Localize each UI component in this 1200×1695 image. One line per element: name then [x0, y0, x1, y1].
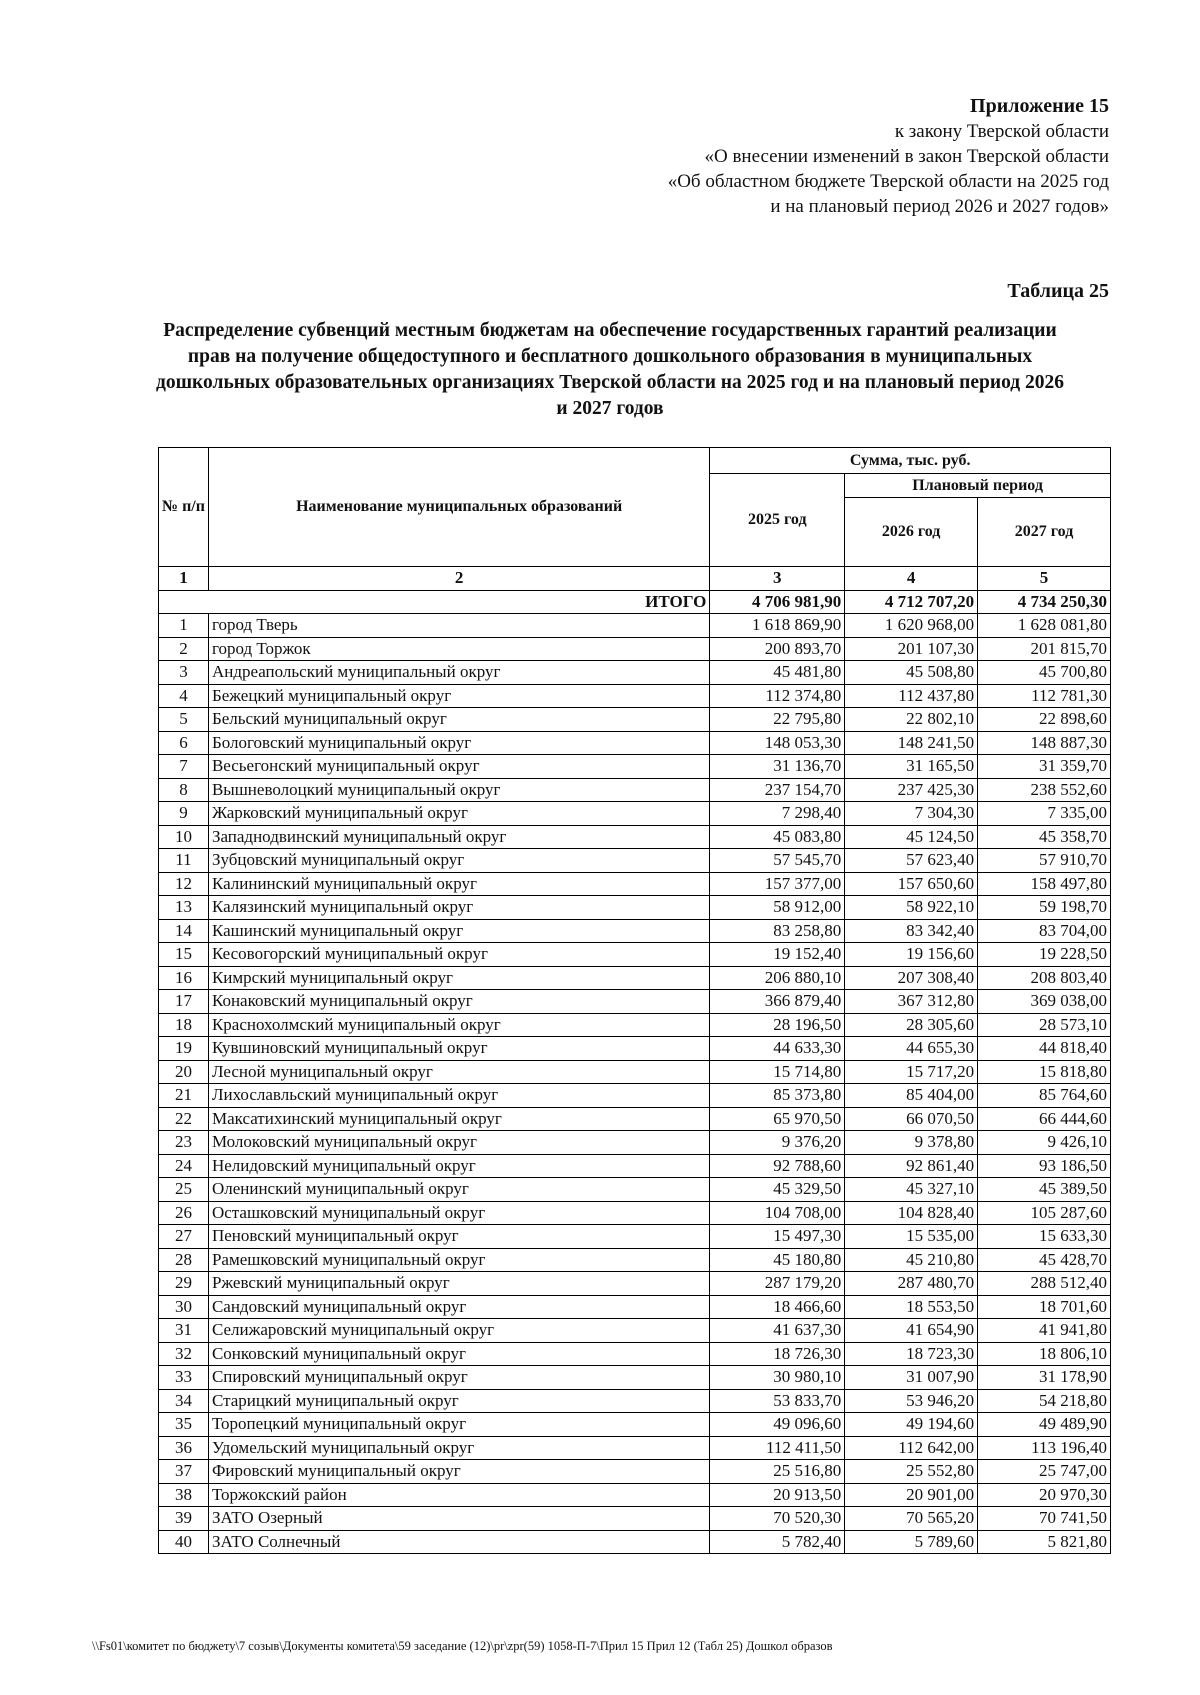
- value-2027: 45 428,70: [978, 1248, 1111, 1272]
- municipality-name: Молоковский муниципальный округ: [208, 1131, 709, 1155]
- value-2027: 45 700,80: [978, 661, 1111, 685]
- table-row: [159, 1248, 1111, 1272]
- value-2026: 15 717,20: [845, 1060, 978, 1084]
- value-2025: 28 196,50: [710, 1013, 845, 1037]
- row-number: 9: [159, 802, 209, 826]
- value-2027: 15 633,30: [978, 1225, 1111, 1249]
- row-number: 38: [159, 1483, 209, 1507]
- table-row: [159, 1060, 1111, 1084]
- value-2026: 83 342,40: [845, 919, 978, 943]
- row-number: 39: [159, 1507, 209, 1531]
- row-number: 19: [159, 1037, 209, 1061]
- municipality-name: Осташковский муниципальный округ: [208, 1201, 709, 1225]
- value-2025: 44 633,30: [710, 1037, 845, 1061]
- municipality-name: Конаковский муниципальный округ: [208, 990, 709, 1014]
- value-2026: 7 304,30: [845, 802, 978, 826]
- municipality-name: Лихославльский муниципальный округ: [208, 1084, 709, 1108]
- row-number: 29: [159, 1272, 209, 1296]
- table-row: [159, 1413, 1111, 1437]
- table-row: [159, 896, 1111, 920]
- table-row: [159, 1178, 1111, 1202]
- value-2026: 112 437,80: [845, 684, 978, 708]
- value-2025: 31 136,70: [710, 755, 845, 779]
- value-2027: 5 821,80: [978, 1530, 1111, 1554]
- column-number: 4: [845, 567, 978, 591]
- municipality-name: Оленинский муниципальный округ: [208, 1178, 709, 1202]
- row-number: 27: [159, 1225, 209, 1249]
- value-2025: 237 154,70: [710, 778, 845, 802]
- value-2027: 158 497,80: [978, 872, 1111, 896]
- municipality-name: Торопецкий муниципальный округ: [208, 1413, 709, 1437]
- row-number: 14: [159, 919, 209, 943]
- appendix-line: «О внесении изменений в закон Тверской области: [704, 146, 1109, 167]
- appendix-title: Приложение 15: [970, 95, 1109, 117]
- municipality-name: Пеновский муниципальный округ: [208, 1225, 709, 1249]
- table-row: [159, 966, 1111, 990]
- value-2027: 22 898,60: [978, 708, 1111, 732]
- value-2027: 208 803,40: [978, 966, 1111, 990]
- value-2027: 28 573,10: [978, 1013, 1111, 1037]
- row-number: 37: [159, 1460, 209, 1484]
- value-2027: 44 818,40: [978, 1037, 1111, 1061]
- value-2027: 85 764,60: [978, 1084, 1111, 1108]
- value-2025: 366 879,40: [710, 990, 845, 1014]
- value-2027: 59 198,70: [978, 896, 1111, 920]
- value-2025: 45 180,80: [710, 1248, 845, 1272]
- value-2025: 22 795,80: [710, 708, 845, 732]
- appendix-line: «Об областном бюджете Тверской области на 2025 год: [667, 171, 1109, 192]
- value-2026: 287 480,70: [845, 1272, 978, 1296]
- budget-table: [158, 447, 1111, 1554]
- col-name-header: Наименование муниципальных образований: [208, 448, 709, 567]
- row-number: 28: [159, 1248, 209, 1272]
- table-row: [159, 614, 1111, 638]
- appendix-line: к закону Тверской области: [894, 121, 1109, 142]
- row-number: 40: [159, 1530, 209, 1554]
- value-2026: 92 861,40: [845, 1154, 978, 1178]
- municipality-name: Селижаровский муниципальный округ: [208, 1319, 709, 1343]
- plan-period-header: Плановый период: [845, 474, 1111, 498]
- value-2026: 45 210,80: [845, 1248, 978, 1272]
- municipality-name: Ржевский муниципальный округ: [208, 1272, 709, 1296]
- table-row: [159, 1037, 1111, 1061]
- row-number: 24: [159, 1154, 209, 1178]
- row-number: 23: [159, 1131, 209, 1155]
- table-row: [159, 778, 1111, 802]
- value-2027: 31 178,90: [978, 1366, 1111, 1390]
- table-row: [159, 731, 1111, 755]
- value-2025: 83 258,80: [710, 919, 845, 943]
- value-2027: 7 335,00: [978, 802, 1111, 826]
- table-row: [159, 1507, 1111, 1531]
- value-2025: 5 782,40: [710, 1530, 845, 1554]
- value-2027: 54 218,80: [978, 1389, 1111, 1413]
- table-row: [159, 1483, 1111, 1507]
- year-2025-header: 2025 год: [710, 474, 845, 567]
- value-2026: 18 723,30: [845, 1342, 978, 1366]
- value-2025: 104 708,00: [710, 1201, 845, 1225]
- value-2025: 57 545,70: [710, 849, 845, 873]
- column-number: 5: [978, 567, 1111, 591]
- value-2027: 93 186,50: [978, 1154, 1111, 1178]
- value-2027: 18 806,10: [978, 1342, 1111, 1366]
- value-2025: 30 980,10: [710, 1366, 845, 1390]
- value-2027: 25 747,00: [978, 1460, 1111, 1484]
- table-row: [159, 990, 1111, 1014]
- value-2026: 31 165,50: [845, 755, 978, 779]
- row-number: 2: [159, 637, 209, 661]
- municipality-name: Весьегонский муниципальный округ: [208, 755, 709, 779]
- table-row: [159, 919, 1111, 943]
- total-2027: 4 734 250,30: [978, 590, 1111, 614]
- value-2026: 25 552,80: [845, 1460, 978, 1484]
- municipality-name: Торжокский район: [208, 1483, 709, 1507]
- municipality-name: Кувшиновский муниципальный округ: [208, 1037, 709, 1061]
- table-row: [159, 872, 1111, 896]
- table-row: [159, 1436, 1111, 1460]
- municipality-name: Старицкий муниципальный округ: [208, 1389, 709, 1413]
- municipality-name: Кашинский муниципальный округ: [208, 919, 709, 943]
- table-row: [159, 1389, 1111, 1413]
- row-number: 17: [159, 990, 209, 1014]
- value-2026: 22 802,10: [845, 708, 978, 732]
- row-number: 35: [159, 1413, 209, 1437]
- value-2027: 45 358,70: [978, 825, 1111, 849]
- value-2025: 19 152,40: [710, 943, 845, 967]
- table-row: [159, 1295, 1111, 1319]
- municipality-name: ЗАТО Озерный: [208, 1507, 709, 1531]
- municipality-name: город Торжок: [208, 637, 709, 661]
- value-2026: 45 508,80: [845, 661, 978, 685]
- total-2025: 4 706 981,90: [710, 590, 845, 614]
- row-number: 25: [159, 1178, 209, 1202]
- table-row: [159, 943, 1111, 967]
- value-2025: 53 833,70: [710, 1389, 845, 1413]
- value-2026: 112 642,00: [845, 1436, 978, 1460]
- row-number: 26: [159, 1201, 209, 1225]
- row-number: 31: [159, 1319, 209, 1343]
- table-row: [159, 708, 1111, 732]
- value-2026: 49 194,60: [845, 1413, 978, 1437]
- value-2026: 57 623,40: [845, 849, 978, 873]
- value-2026: 85 404,00: [845, 1084, 978, 1108]
- table-row: [159, 1107, 1111, 1131]
- municipality-name: Вышневолоцкий муниципальный округ: [208, 778, 709, 802]
- value-2026: 70 565,20: [845, 1507, 978, 1531]
- value-2025: 157 377,00: [710, 872, 845, 896]
- value-2025: 206 880,10: [710, 966, 845, 990]
- row-number: 6: [159, 731, 209, 755]
- table-row: [159, 1342, 1111, 1366]
- value-2026: 58 922,10: [845, 896, 978, 920]
- value-2026: 15 535,00: [845, 1225, 978, 1249]
- value-2026: 5 789,60: [845, 1530, 978, 1554]
- value-2027: 18 701,60: [978, 1295, 1111, 1319]
- value-2025: 18 466,60: [710, 1295, 845, 1319]
- table-header: [159, 448, 1111, 614]
- value-2027: 369 038,00: [978, 990, 1111, 1014]
- row-number: 16: [159, 966, 209, 990]
- table-row: [159, 684, 1111, 708]
- table-row: [159, 1319, 1111, 1343]
- table-row: [159, 1460, 1111, 1484]
- row-number: 20: [159, 1060, 209, 1084]
- value-2025: 85 373,80: [710, 1084, 845, 1108]
- value-2025: 7 298,40: [710, 802, 845, 826]
- municipality-name: Фировский муниципальный округ: [208, 1460, 709, 1484]
- table-row: [159, 637, 1111, 661]
- total-label: ИТОГО: [159, 590, 710, 614]
- value-2026: 237 425,30: [845, 778, 978, 802]
- municipality-name: ЗАТО Солнечный: [208, 1530, 709, 1554]
- value-2025: 287 179,20: [710, 1272, 845, 1296]
- municipality-name: Жарковский муниципальный округ: [208, 802, 709, 826]
- value-2027: 112 781,30: [978, 684, 1111, 708]
- table-row: [159, 661, 1111, 685]
- municipality-name: Западнодвинский муниципальный округ: [208, 825, 709, 849]
- row-number: 3: [159, 661, 209, 685]
- value-2026: 207 308,40: [845, 966, 978, 990]
- value-2025: 58 912,00: [710, 896, 845, 920]
- value-2026: 367 312,80: [845, 990, 978, 1014]
- table-row: [159, 1225, 1111, 1249]
- value-2025: 49 096,60: [710, 1413, 845, 1437]
- municipality-name: Зубцовский муниципальный округ: [208, 849, 709, 873]
- value-2025: 112 411,50: [710, 1436, 845, 1460]
- table-row: [159, 1366, 1111, 1390]
- row-number: 8: [159, 778, 209, 802]
- sum-header: Сумма, тыс. руб.: [710, 448, 1111, 474]
- municipality-name: Нелидовский муниципальный округ: [208, 1154, 709, 1178]
- appendix-header: [668, 94, 1109, 219]
- value-2025: 18 726,30: [710, 1342, 845, 1366]
- row-number: 32: [159, 1342, 209, 1366]
- value-2027: 238 552,60: [978, 778, 1111, 802]
- value-2027: 83 704,00: [978, 919, 1111, 943]
- value-2027: 57 910,70: [978, 849, 1111, 873]
- value-2025: 15 497,30: [710, 1225, 845, 1249]
- table-body: [159, 614, 1111, 1554]
- value-2026: 20 901,00: [845, 1483, 978, 1507]
- municipality-name: город Тверь: [208, 614, 709, 638]
- value-2025: 92 788,60: [710, 1154, 845, 1178]
- row-number: 4: [159, 684, 209, 708]
- row-number: 13: [159, 896, 209, 920]
- municipality-name: Сандовский муниципальный округ: [208, 1295, 709, 1319]
- value-2027: 20 970,30: [978, 1483, 1111, 1507]
- value-2027: 105 287,60: [978, 1201, 1111, 1225]
- value-2027: 9 426,10: [978, 1131, 1111, 1155]
- row-number: 22: [159, 1107, 209, 1131]
- value-2027: 201 815,70: [978, 637, 1111, 661]
- total-row: [159, 590, 1111, 614]
- row-number: 34: [159, 1389, 209, 1413]
- column-number: 2: [208, 567, 709, 591]
- value-2027: 45 389,50: [978, 1178, 1111, 1202]
- value-2026: 66 070,50: [845, 1107, 978, 1131]
- row-number: 30: [159, 1295, 209, 1319]
- municipality-name: Удомельский муниципальный округ: [208, 1436, 709, 1460]
- row-number: 1: [159, 614, 209, 638]
- value-2025: 25 516,80: [710, 1460, 845, 1484]
- municipality-name: Максатихинский муниципальный округ: [208, 1107, 709, 1131]
- value-2026: 31 007,90: [845, 1366, 978, 1390]
- value-2025: 20 913,50: [710, 1483, 845, 1507]
- value-2025: 9 376,20: [710, 1131, 845, 1155]
- total-2026: 4 712 707,20: [845, 590, 978, 614]
- table-row: [159, 1084, 1111, 1108]
- municipality-name: Андреапольский муниципальный округ: [208, 661, 709, 685]
- value-2025: 1 618 869,90: [710, 614, 845, 638]
- value-2027: 113 196,40: [978, 1436, 1111, 1460]
- column-number: 1: [159, 567, 209, 591]
- value-2026: 53 946,20: [845, 1389, 978, 1413]
- value-2026: 148 241,50: [845, 731, 978, 755]
- value-2026: 19 156,60: [845, 943, 978, 967]
- value-2026: 201 107,30: [845, 637, 978, 661]
- value-2025: 45 329,50: [710, 1178, 845, 1202]
- municipality-name: Бежецкий муниципальный округ: [208, 684, 709, 708]
- value-2027: 19 228,50: [978, 943, 1111, 967]
- value-2027: 66 444,60: [978, 1107, 1111, 1131]
- value-2027: 288 512,40: [978, 1272, 1111, 1296]
- table-row: [159, 1013, 1111, 1037]
- value-2025: 41 637,30: [710, 1319, 845, 1343]
- col-number-header: № п/п: [159, 448, 209, 567]
- value-2026: 45 327,10: [845, 1178, 978, 1202]
- value-2025: 65 970,50: [710, 1107, 845, 1131]
- row-number: 10: [159, 825, 209, 849]
- value-2026: 9 378,80: [845, 1131, 978, 1155]
- document-title: Распределение субвенций местным бюджетам на обеспечение государственных гарантий реализации прав на получение общедоступного и бесплатного дошкольного образования в муниципальных дошкольных образовательных организациях Тверской области на 2025 год и на плановый период 2026 и 2027 годов: [155, 320, 1065, 419]
- value-2027: 49 489,90: [978, 1413, 1111, 1437]
- value-2027: 148 887,30: [978, 731, 1111, 755]
- value-2027: 15 818,80: [978, 1060, 1111, 1084]
- table-row: [159, 1201, 1111, 1225]
- table-row: [159, 825, 1111, 849]
- municipality-name: Калязинский муниципальный округ: [208, 896, 709, 920]
- municipality-name: Кесовогорский муниципальный округ: [208, 943, 709, 967]
- municipality-name: Бельский муниципальный округ: [208, 708, 709, 732]
- municipality-name: Бологовский муниципальный округ: [208, 731, 709, 755]
- municipality-name: Лесной муниципальный округ: [208, 1060, 709, 1084]
- value-2026: 18 553,50: [845, 1295, 978, 1319]
- row-number: 33: [159, 1366, 209, 1390]
- value-2025: 70 520,30: [710, 1507, 845, 1531]
- value-2027: 31 359,70: [978, 755, 1111, 779]
- value-2026: 28 305,60: [845, 1013, 978, 1037]
- municipality-name: Сонковский муниципальный округ: [208, 1342, 709, 1366]
- value-2025: 45 481,80: [710, 661, 845, 685]
- year-2027-header: 2027 год: [978, 498, 1111, 567]
- row-number: 5: [159, 708, 209, 732]
- row-number: 21: [159, 1084, 209, 1108]
- municipality-name: Спировский муниципальный округ: [208, 1366, 709, 1390]
- table-row: [159, 1530, 1111, 1554]
- column-number: 3: [710, 567, 845, 591]
- table-label: Таблица 25: [1007, 280, 1109, 302]
- table-row: [159, 1154, 1111, 1178]
- value-2026: 45 124,50: [845, 825, 978, 849]
- row-number: 18: [159, 1013, 209, 1037]
- value-2026: 1 620 968,00: [845, 614, 978, 638]
- table-row: [159, 1272, 1111, 1296]
- column-number-row: [159, 567, 1111, 591]
- file-path-footer: \\Fs01\комитет по бюджету\7 созыв\Документы комитета\59 заседание (12)\pr\zpr(59) 1058-П-7\Прил 15 Прил 12 (Табл 25) Дошкол образов: [92, 1639, 833, 1653]
- row-number: 11: [159, 849, 209, 873]
- row-number: 36: [159, 1436, 209, 1460]
- row-number: 15: [159, 943, 209, 967]
- municipality-name: Рамешковский муниципальный округ: [208, 1248, 709, 1272]
- value-2025: 148 053,30: [710, 731, 845, 755]
- municipality-name: Кимрский муниципальный округ: [208, 966, 709, 990]
- value-2026: 157 650,60: [845, 872, 978, 896]
- value-2026: 104 828,40: [845, 1201, 978, 1225]
- value-2027: 41 941,80: [978, 1319, 1111, 1343]
- table-row: [159, 849, 1111, 873]
- value-2025: 200 893,70: [710, 637, 845, 661]
- value-2025: 112 374,80: [710, 684, 845, 708]
- value-2026: 41 654,90: [845, 1319, 978, 1343]
- value-2026: 44 655,30: [845, 1037, 978, 1061]
- year-2026-header: 2026 год: [845, 498, 978, 567]
- municipality-name: Калининский муниципальный округ: [208, 872, 709, 896]
- value-2025: 45 083,80: [710, 825, 845, 849]
- table-row: [159, 802, 1111, 826]
- table-row: [159, 755, 1111, 779]
- municipality-name: Краснохолмский муниципальный округ: [208, 1013, 709, 1037]
- row-number: 12: [159, 872, 209, 896]
- table-row: [159, 1131, 1111, 1155]
- value-2025: 15 714,80: [710, 1060, 845, 1084]
- value-2027: 70 741,50: [978, 1507, 1111, 1531]
- appendix-line: и на плановый период 2026 и 2027 годов»: [770, 196, 1109, 217]
- value-2027: 1 628 081,80: [978, 614, 1111, 638]
- row-number: 7: [159, 755, 209, 779]
